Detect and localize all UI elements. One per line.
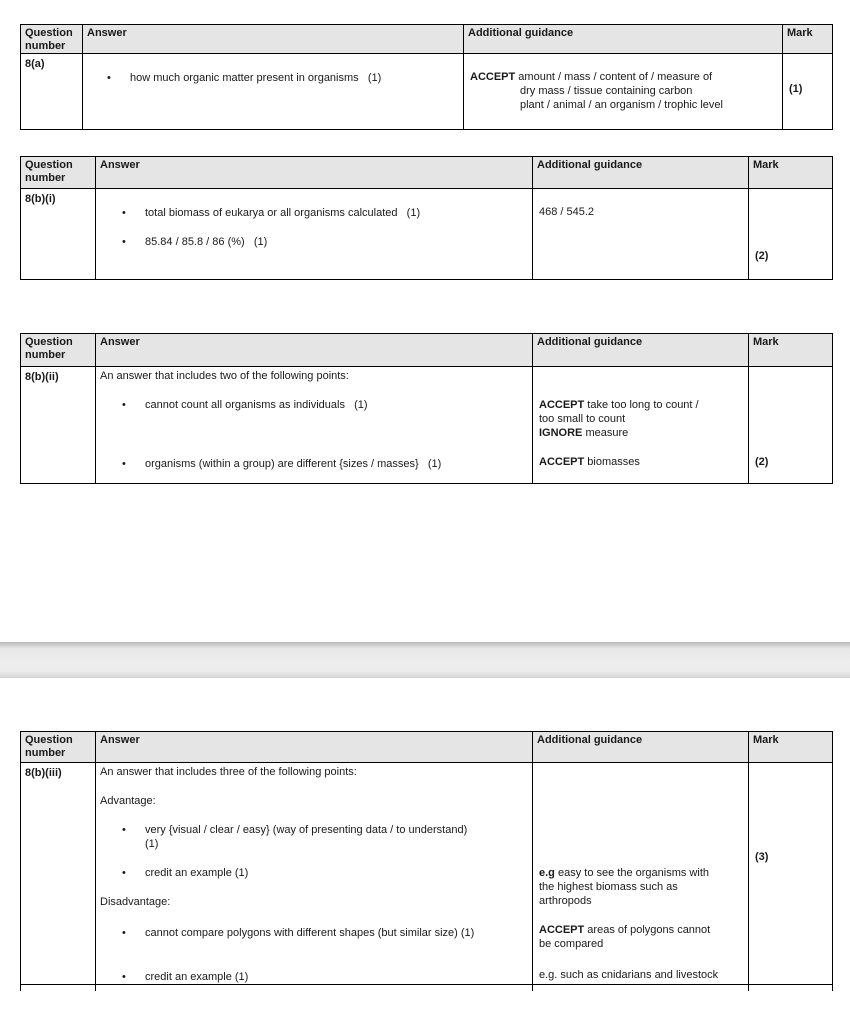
column-header-question-number: Question number [21, 732, 96, 763]
guidance-line [539, 398, 744, 412]
answer-intro-text: An answer that includes two of the following points: [100, 370, 349, 382]
question-number-8bii: 8(b)(ii) [21, 367, 96, 483]
answer-intro-text: An answer that includes three of the following points: [100, 766, 357, 778]
question-number-8bi: 8(b)(i) [21, 189, 96, 279]
guidance-text: areas of polygons cannot [587, 924, 711, 936]
guidance-cell-8bii [533, 367, 749, 483]
guidance-line: be compared [539, 938, 604, 950]
question-number-8biii: 8(b)(iii) [21, 763, 96, 985]
bullet-icon: • [122, 207, 126, 219]
answer-cell-8a [83, 54, 464, 129]
guidance-line: 468 / 545.2 [539, 206, 595, 218]
advantage-label: Advantage: [100, 795, 156, 807]
answer-bullet [96, 926, 532, 940]
column-header-answer: Answer [96, 157, 533, 189]
answer-bullet [96, 457, 532, 471]
mark-scheme-table-8biii [20, 731, 833, 991]
guidance-line [539, 923, 744, 937]
clipped-row-stub [21, 985, 96, 991]
guidance-keyword-accept: ACCEPT [539, 399, 585, 411]
guidance-text: take too long to count / [587, 399, 699, 411]
guidance-keyword-ignore: IGNORE [539, 427, 583, 439]
guidance-line [470, 70, 778, 84]
clipped-row-stub [533, 985, 749, 991]
mark-cell-8a: (1) [789, 83, 803, 95]
disadvantage-label: Disadvantage: [100, 896, 171, 908]
column-header-mark: Mark [783, 25, 832, 54]
column-header-question-number: Question number [21, 25, 83, 54]
bullet-icon: • [122, 971, 126, 983]
mark-scheme-table-8bii [20, 333, 833, 484]
mark-scheme-table-8a [20, 24, 833, 130]
bullet-icon: • [122, 458, 126, 470]
answer-cell-8bi [96, 189, 533, 279]
guidance-line: plant / animal / an organism / trophic level [520, 99, 723, 111]
mark-cell-8biii: (3) [749, 763, 832, 985]
answer-bullet [96, 823, 532, 851]
page-break-separator [0, 642, 850, 678]
answer-bullet-text: total biomass of eukarya or all organisms calculated (1) [145, 207, 421, 219]
guidance-cell-8a [464, 54, 783, 129]
answer-cell-8bii [96, 367, 533, 483]
guidance-keyword-eg: e.g [539, 867, 555, 879]
guidance-keyword-accept: ACCEPT [539, 924, 585, 936]
answer-bullet-text: cannot compare polygons with different shapes (but similar size) (1) [145, 927, 475, 939]
answer-bullet [83, 71, 463, 85]
clipped-row-stub [96, 985, 533, 991]
answer-bullet [96, 970, 532, 984]
answer-bullet-text: 85.84 / 85.8 / 86 (%) (1) [145, 236, 268, 248]
guidance-line: e.g. such as cnidarians and livestock [539, 969, 719, 981]
answer-bullet-text: organisms (within a group) are different {sizes / masses} (1) [145, 458, 442, 470]
answer-bullet [96, 206, 532, 220]
answer-bullet-text: very {visual / clear / easy} (way of presenting data / to understand) (1) [145, 824, 477, 850]
guidance-text: easy to see the organisms with [557, 867, 709, 879]
answer-bullet [96, 866, 532, 880]
answer-bullet [96, 235, 532, 249]
answer-bullet-text: cannot count all organisms as individuals (1) [145, 399, 368, 411]
guidance-keyword-accept: ACCEPT [470, 71, 516, 83]
column-header-answer: Answer [83, 25, 464, 54]
column-header-additional-guidance: Additional guidance [533, 334, 749, 367]
bullet-icon: • [122, 824, 126, 836]
mark-scheme-table-8bi [20, 156, 833, 280]
clipped-row-stub [749, 985, 832, 991]
bullet-icon: • [122, 236, 126, 248]
guidance-text: amount / mass / content of / measure of [518, 71, 713, 83]
bullet-icon: • [122, 927, 126, 939]
bullet-icon: • [107, 72, 111, 84]
column-header-mark: Mark [749, 334, 832, 367]
answer-cell-8biii [96, 763, 533, 985]
column-header-additional-guidance: Additional guidance [533, 157, 749, 189]
answer-bullet-text: credit an example (1) [145, 867, 249, 879]
guidance-line: the highest biomass such as [539, 881, 678, 893]
answer-bullet [96, 398, 532, 412]
column-header-question-number: Question number [21, 334, 96, 367]
answer-bullet-text: how much organic matter present in organisms (1) [130, 72, 382, 84]
column-header-mark: Mark [749, 732, 832, 763]
mark-cell-8bii: (2) [755, 456, 769, 468]
guidance-cell-8bi [533, 189, 749, 279]
answer-bullet-text: credit an example (1) [145, 971, 249, 983]
guidance-line: dry mass / tissue containing carbon [520, 85, 693, 97]
guidance-keyword-accept: ACCEPT [539, 456, 585, 468]
guidance-line [539, 866, 744, 880]
guidance-text: biomasses [587, 456, 640, 468]
guidance-line [539, 426, 744, 440]
column-header-question-number: Question number [21, 157, 96, 189]
column-header-additional-guidance: Additional guidance [533, 732, 749, 763]
column-header-answer: Answer [96, 334, 533, 367]
guidance-line [539, 455, 744, 469]
column-header-additional-guidance: Additional guidance [464, 25, 783, 54]
guidance-line: too small to count [539, 413, 626, 425]
bullet-icon: • [122, 399, 126, 411]
column-header-answer: Answer [96, 732, 533, 763]
guidance-text: measure [585, 427, 629, 439]
guidance-line: arthropods [539, 895, 592, 907]
bullet-icon: • [122, 867, 126, 879]
guidance-cell-8biii [533, 763, 749, 985]
question-number-8a: 8(a) [21, 54, 83, 129]
column-header-mark: Mark [749, 157, 832, 189]
mark-cell-8bi: (2) [755, 250, 769, 262]
